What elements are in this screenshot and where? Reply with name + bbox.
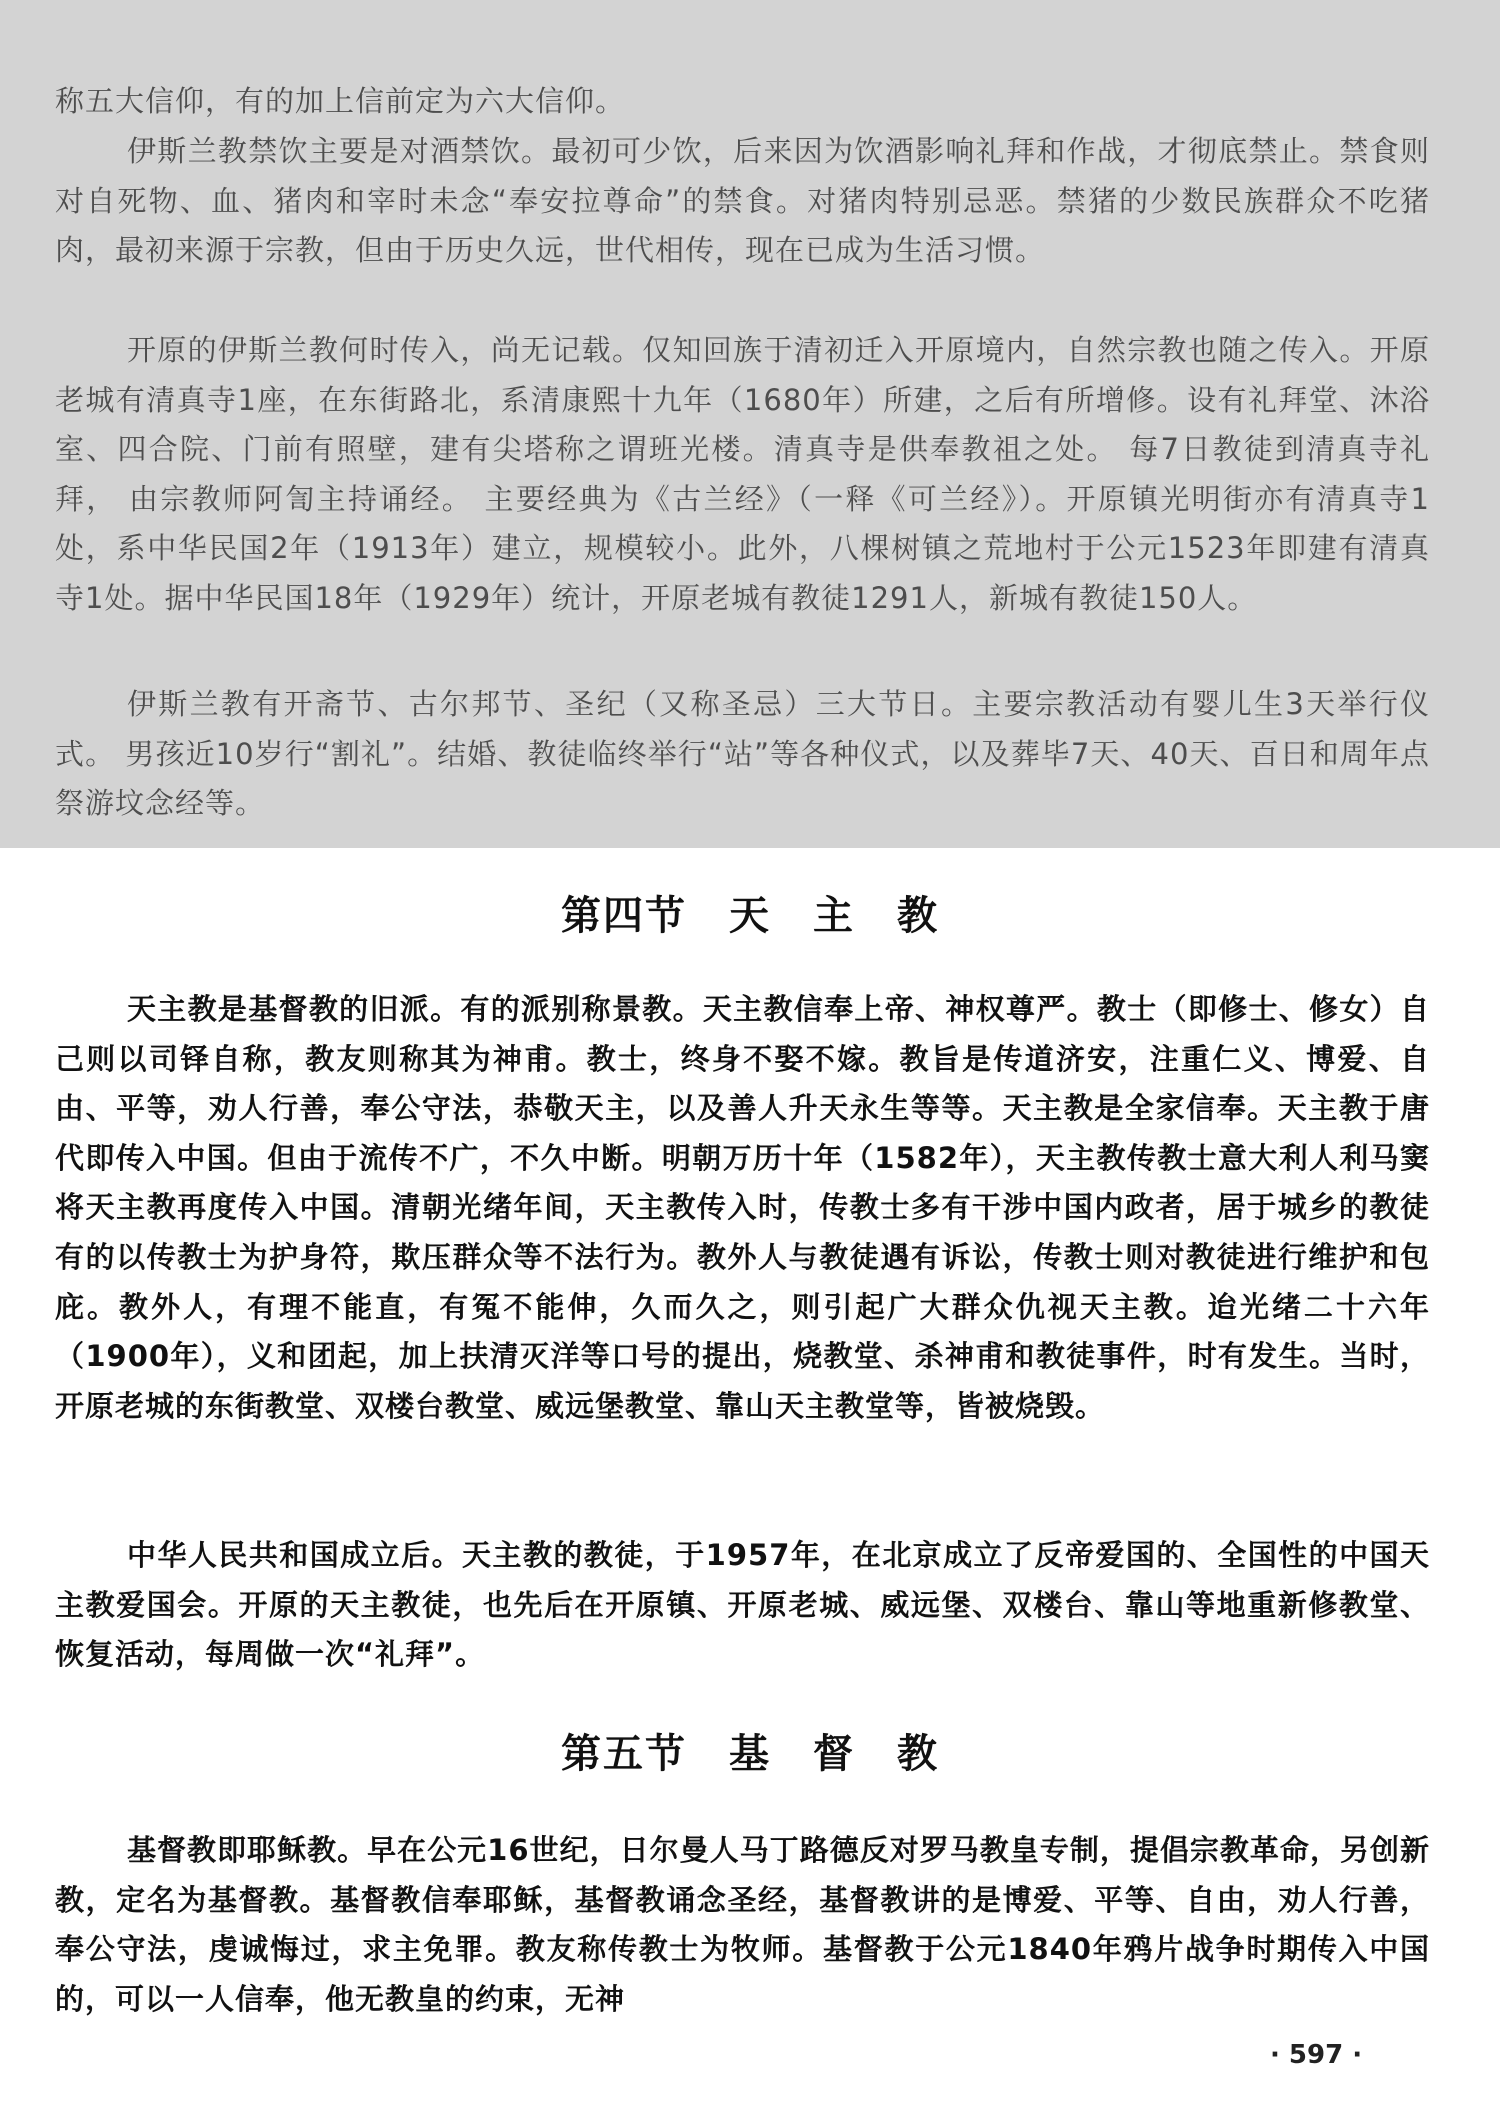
paragraph-islam-kaiyuan: 开原的伊斯兰教何时传入，尚无记载。仅知回族于清初迁入开原境内，自然宗教也随之传入。开原老城有清真寺1座，在东街路北，系清康熙十九年（1680年）所建，之后有所增修。设有礼拜堂、沐浴室、四合院、门前有照壁，建有尖塔称之谓班光楼。清真寺是供奉教祖之处。 每7日教徒到清真寺礼拜， 由宗教师阿訇主持诵经。 主要经典为《古兰经》（一释《可兰经》）。开原镇光明街亦有清真寺1处，系中华民国2年（1913年）建立，规模较小。此外，八棵树镇之荒地村于公元1523年即建有清真寺1处。据中华民国18年（1929年）统计，开原老城有教徒1291人，新城有教徒150人。 — [55, 333, 1430, 615]
paragraph-islam-diet: 伊斯兰教禁饮主要是对酒禁饮。最初可少饮，后来因为饮酒影响礼拜和作战，才彻底禁止。禁食则对自死物、血、猪肉和宰时未念“奉安拉尊命”的禁食。对猪肉特别忌恶。禁猪的少数民族群众不吃猪肉，最初来源于宗教，但由于历史久远，世代相传，现在已成为生活习惯。 — [55, 134, 1430, 268]
paragraph-catholicism-modern: 中华人民共和国成立后。天主教的教徒，于1957年，在北京成立了反帝爱国的、全国性的中国天主教爱国会。开原的天主教徒，也先后在开原镇、开原老城、威远堡、双楼台、靠山等地重新修教堂、恢复活动，每周做一次“礼拜”。 — [55, 1538, 1430, 1672]
page-number: · 597 · — [1270, 2040, 1363, 2070]
paragraph-islam-festivals: 伊斯兰教有开斋节、古尔邦节、圣纪（又称圣忌）三大节日。主要宗教活动有婴儿生3天举行仪式。 男孩近10岁行“割礼”。结婚、教徒临终举行“站”等各种仪式，以及葬毕7天、40天、百日和周年点祭游坟念经等。 — [55, 687, 1430, 821]
section-title-christianity: 第五节 基 督 教 — [561, 1730, 939, 1777]
paragraph-christianity: 基督教即耶稣教。早在公元16世纪，日尔曼人马丁路德反对罗马教皇专制，提倡宗教革命，另创新教，定名为基督教。基督教信奉耶稣，基督教诵念圣经，基督教讲的是博爱、平等、自由，劝人行善，奉公守法，虔诚悔过，求主免罪。教友称传教士为牧师。基督教于公元1840年鸦片战争时期传入中国的，可以一人信奉，他无教皇的约束，无神 — [55, 1833, 1430, 2016]
paragraph-catholicism-history: 天主教是基督教的旧派。有的派别称景教。天主教信奉上帝、神权尊严。教士（即修士、修女）自己则以司铎自称，教友则称其为神甫。教士，终身不娶不嫁。教旨是传道济安，注重仁义、博爱、自由、平等，劝人行善，奉公守法，恭敬天主，以及善人升天永生等等。天主教是全家信奉。天主教于唐代即传入中国。但由于流传不广，不久中断。明朝万历十年（1582年），天主教传教士意大利人利马窦将天主教再度传入中国。清朝光绪年间，天主教传入时，传教士多有干涉中国内政者，居于城乡的教徒有的以传教士为护身符，欺压群众等不法行为。教外人与教徒遇有诉讼，传教士则对教徒进行维护和包庇。教外人，有理不能直，有冤不能伸，久而久之，则引起广大群众仇视天主教。迨光绪二十六年（1900年），义和团起，加上扶清灭洋等口号的提出，烧教堂、杀神甫和教徒事件，时有发生。当时，开原老城的东街教堂、双楼台教堂、威远堡教堂、靠山天主教堂等，皆被烧毁。 — [55, 992, 1430, 1423]
paragraph-continuation: 称五大信仰，有的加上信前定为六大信仰。 — [55, 84, 626, 118]
section-title-catholicism: 第四节 天 主 教 — [561, 892, 939, 939]
